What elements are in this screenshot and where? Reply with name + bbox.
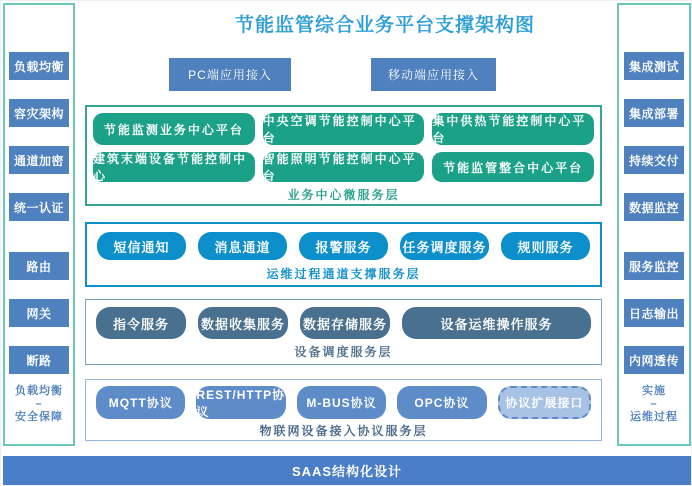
right-rail-item-intranet-passthrough: 内网透传 <box>624 346 684 374</box>
left-rail-caption-dash: – <box>35 398 43 410</box>
saas-footer-bar: SAAS结构化设计 <box>3 456 691 485</box>
pc-access-box: PC端应用接入 <box>169 58 291 91</box>
left-rail-caption-line1: 负载均衡 <box>15 385 63 397</box>
business-row-1 <box>87 113 600 145</box>
box-mqtt-protocol: MQTT协议 <box>96 386 185 419</box>
protocol-layer-label: 物联网设备接入协议服务层 <box>259 424 428 438</box>
box-smart-lighting-control-center: 智能照明节能控制中心平台 <box>263 152 425 182</box>
box-sms-notify: 短信通知 <box>97 232 186 260</box>
dispatch-row <box>86 307 601 339</box>
box-opc-protocol: OPC协议 <box>397 386 486 419</box>
right-rail-item-continuous-delivery: 持续交付 <box>624 146 684 174</box>
protocol-row <box>86 386 601 419</box>
box-data-collect-service: 数据收集服务 <box>198 307 288 339</box>
left-rail-item-channel-encryption: 通道加密 <box>9 146 69 174</box>
box-supervision-integration-center: 节能监管整合中心平台 <box>432 152 594 182</box>
box-central-heating-control-center: 集中供热节能控制中心平台 <box>432 113 594 145</box>
right-rail-item-service-monitor: 服务监控 <box>624 252 684 280</box>
left-rail-item-gateway: 网关 <box>9 299 69 327</box>
right-rail <box>617 3 691 446</box>
mobile-access-box: 移动端应用接入 <box>371 58 496 91</box>
left-rail-item-load-balance: 负载均衡 <box>9 52 69 80</box>
right-rail-item-integration-deploy: 集成部署 <box>624 99 684 127</box>
box-device-ops-service: 设备运维操作服务 <box>402 307 591 339</box>
business-layer-label: 业务中心微服务层 <box>287 188 400 202</box>
page-title: 节能监管综合业务平台支撑架构图 <box>234 15 535 36</box>
box-central-ac-control-center: 中央空调节能控制中心平台 <box>263 113 425 145</box>
right-rail-caption-line2: 运维过程 <box>630 411 678 423</box>
right-rail-item-log-output: 日志输出 <box>624 299 684 327</box>
box-message-channel: 消息通道 <box>198 232 287 260</box>
box-command-service: 指令服务 <box>96 307 186 339</box>
left-rail-item-unified-auth: 统一认证 <box>9 193 69 221</box>
right-rail-caption <box>630 385 678 424</box>
channel-support-layer <box>85 222 602 287</box>
right-rail-caption-line1: 实施 <box>642 385 666 397</box>
box-building-terminal-control-center: 建筑末端设备节能控制中心 <box>93 152 255 182</box>
box-task-schedule-service: 任务调度服务 <box>400 232 489 260</box>
left-rail-caption-line2: 安全保障 <box>15 411 63 423</box>
iot-protocol-layer <box>85 379 602 441</box>
box-rest-http-protocol: REST/HTTP协议 <box>196 387 286 419</box>
left-rail-item-circuit-break: 断路 <box>9 346 69 374</box>
right-rail-item-data-monitor: 数据监控 <box>624 193 684 221</box>
device-dispatch-layer <box>85 299 602 365</box>
box-rule-service: 规则服务 <box>501 232 590 260</box>
dispatch-layer-label: 设备调度服务层 <box>294 345 393 359</box>
business-microservice-layer <box>85 105 602 206</box>
channel-layer-label: 运维过程通道支撑服务层 <box>266 267 421 281</box>
box-mbus-protocol: M-BUS协议 <box>297 386 386 419</box>
left-rail <box>3 3 75 446</box>
channel-row <box>87 232 600 260</box>
left-rail-caption <box>15 385 63 424</box>
right-rail-item-integration-test: 集成测试 <box>624 52 684 80</box>
business-row-2 <box>87 152 600 182</box>
left-rail-item-routing: 路由 <box>9 252 69 280</box>
box-protocol-extension: 协议扩展接口 <box>498 386 591 419</box>
box-data-storage-service: 数据存储服务 <box>300 307 390 339</box>
box-energy-monitor-center: 节能监测业务中心平台 <box>93 113 255 145</box>
box-alarm-service: 报警服务 <box>299 232 388 260</box>
left-rail-item-disaster-recovery: 容灾架构 <box>9 99 69 127</box>
right-rail-caption-dash: – <box>650 398 658 410</box>
